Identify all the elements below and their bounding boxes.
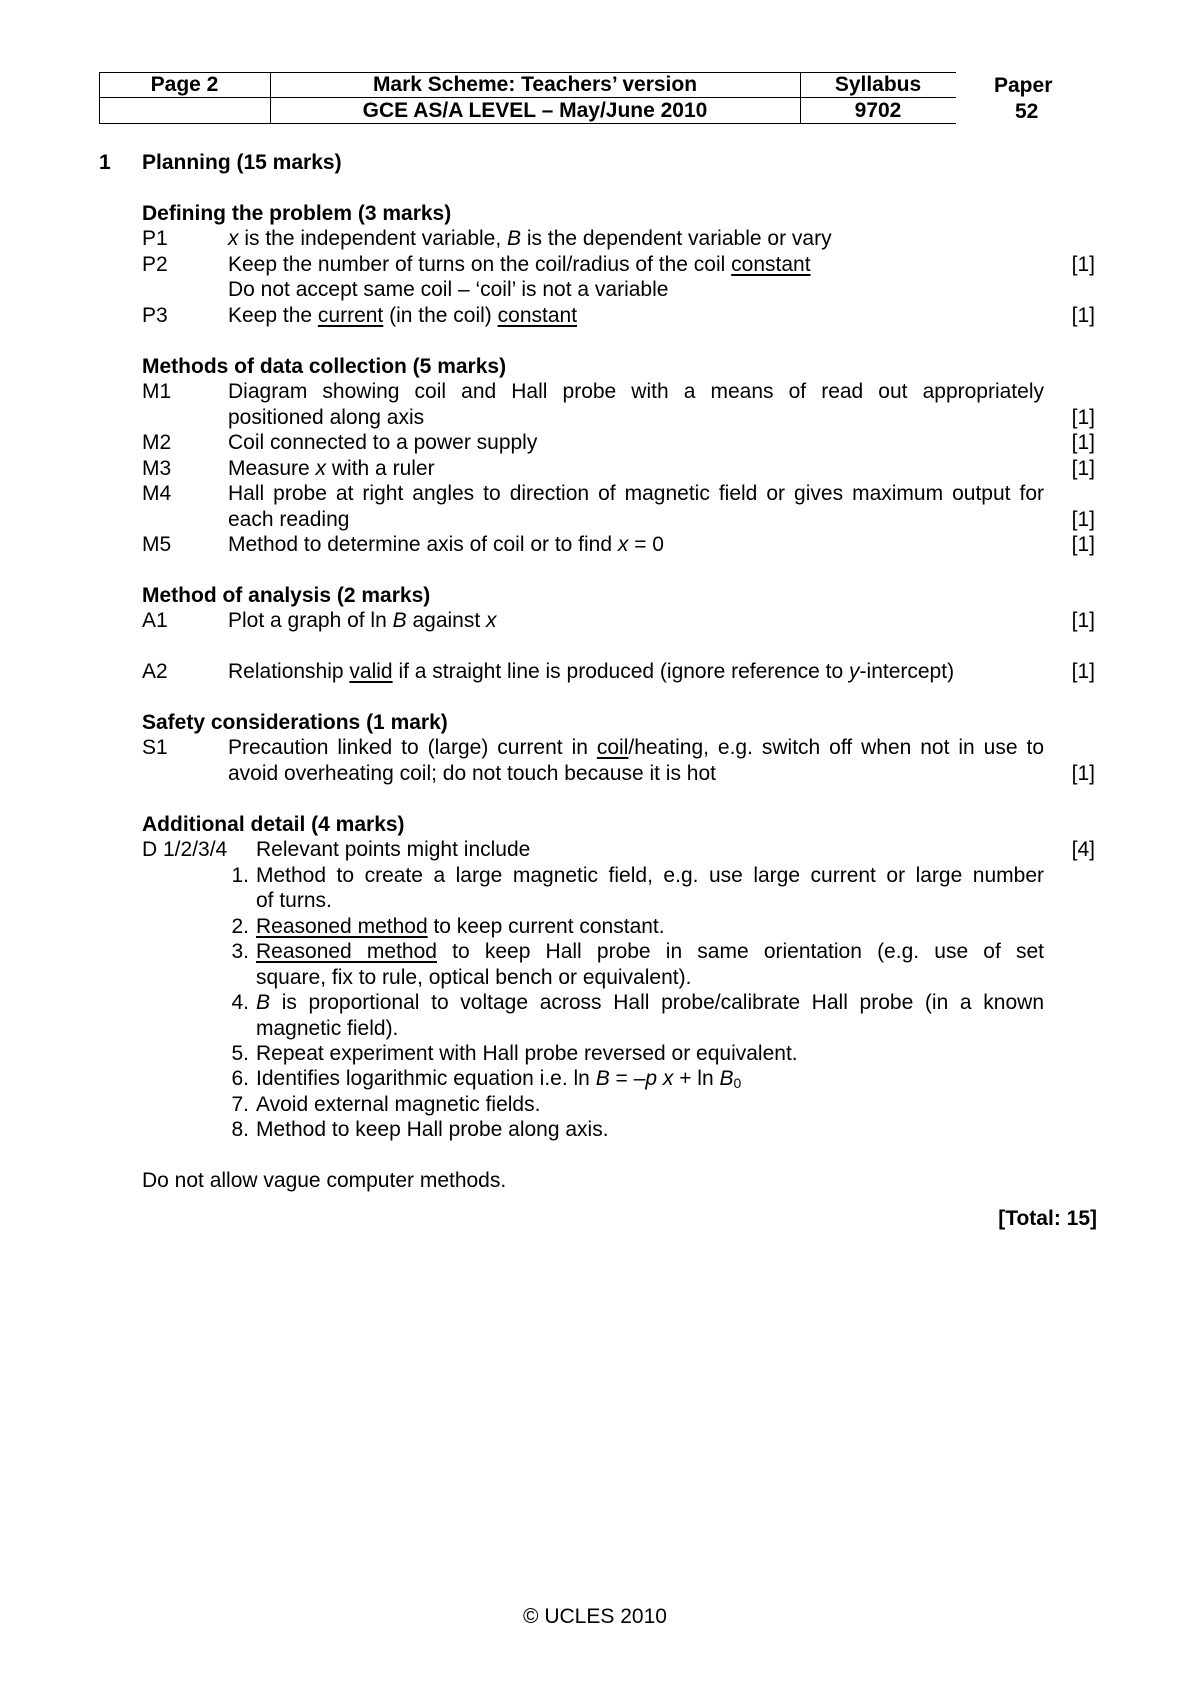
- m1-line1: Diagram showing coil and Hall probe with a means of read out appropriately: [228, 380, 1044, 403]
- d-code: D 1/2/3/4: [142, 838, 228, 861]
- p3-mark: [1]: [1071, 304, 1095, 327]
- footer-note: Do not allow vague computer methods.: [142, 1169, 507, 1192]
- d-item-3-line1: Reasoned method to keep Hall probe in same orientation (e.g. use of set: [256, 940, 1044, 963]
- d-mark: [4]: [1071, 838, 1095, 861]
- p3-code: P3: [142, 304, 168, 327]
- p2-text: Keep the number of turns on the coil/radius of the coil constant: [228, 253, 811, 276]
- p2-code: P2: [142, 253, 168, 276]
- a2-mark: [1]: [1071, 660, 1095, 683]
- m4-line2: each reading: [228, 508, 350, 531]
- methods-heading: Methods of data collection (5 marks): [142, 355, 507, 378]
- m2-code: M2: [142, 431, 172, 454]
- d-item-1-line1: Method to create a large magnetic field, e.g. use large current or large number: [256, 864, 1044, 887]
- s1-mark: [1]: [1071, 762, 1095, 785]
- p3-text: Keep the current (in the coil) constant: [228, 304, 578, 327]
- d-item-8-number: 8.: [231, 1118, 249, 1141]
- d-item-1-line2: of turns.: [256, 889, 332, 912]
- a1-text: Plot a graph of ln B against x: [228, 609, 497, 632]
- total-mark: [Total: 15]: [998, 1207, 1097, 1230]
- m3-text: Measure x with a ruler: [228, 457, 435, 480]
- header-subtitle: GCE AS/A LEVEL – May/June 2010: [362, 99, 708, 122]
- d-item-4-number: 4.: [231, 991, 249, 1014]
- a1-mark: [1]: [1071, 609, 1095, 632]
- s1-line2: avoid overheating coil; do not touch because it is hot: [228, 762, 716, 785]
- m3-code: M3: [142, 457, 172, 480]
- d-item-7-number: 7.: [231, 1093, 249, 1116]
- m4-line1: Hall probe at right angles to direction of magnetic field or gives maximum output for: [228, 482, 1044, 505]
- m2-mark: [1]: [1071, 431, 1095, 454]
- d-item-8-text: Method to keep Hall probe along axis.: [256, 1118, 609, 1141]
- a1-code: A1: [142, 609, 168, 632]
- d-item-7-text: Avoid external magnetic fields.: [256, 1093, 541, 1116]
- m1-code: M1: [142, 380, 172, 403]
- m5-text: Method to determine axis of coil or to find x = 0: [228, 533, 664, 556]
- d-item-3-number: 3.: [231, 940, 249, 963]
- m2-text: Coil connected to a power supply: [228, 431, 538, 454]
- p2-mark: [1]: [1071, 253, 1095, 276]
- copyright: © UCLES 2010: [523, 1605, 667, 1628]
- d-item-6-number: 6.: [231, 1067, 249, 1090]
- m5-mark: [1]: [1071, 533, 1095, 556]
- header-paper-label: Paper: [994, 74, 1053, 97]
- question-title: Planning (15 marks): [142, 151, 342, 174]
- d-item-3-line2: square, fix to rule, optical bench or equivalent).: [256, 966, 692, 989]
- header-paper-value: 52: [1015, 100, 1039, 123]
- p2-note: Do not accept same coil – ‘coil’ is not a variable: [228, 278, 669, 301]
- question-number: 1: [99, 151, 111, 174]
- p1-code: P1: [142, 227, 168, 250]
- defining-heading: Defining the problem (3 marks): [142, 202, 452, 225]
- p1-text: x is the independent variable, B is the dependent variable or vary: [228, 227, 832, 250]
- d-item-2-number: 2.: [231, 915, 249, 938]
- d-item-4-line1: B is proportional to voltage across Hall probe/calibrate Hall probe (in a known: [256, 991, 1044, 1014]
- d-item-1-number: 1.: [231, 864, 249, 887]
- table-bottom-border: [99, 123, 956, 124]
- a2-code: A2: [142, 660, 168, 683]
- m1-mark: [1]: [1071, 406, 1095, 429]
- a2-text: Relationship valid if a straight line is produced (ignore reference to y-intercept): [228, 660, 955, 683]
- d-item-6-text: Identifies logarithmic equation i.e. ln B = –p $x + \ln B_0$: [256, 1067, 742, 1091]
- header-syllabus-label: Syllabus: [834, 73, 922, 96]
- m5-code: M5: [142, 533, 172, 556]
- safety-heading: Safety considerations (1 mark): [142, 711, 448, 734]
- m1-line2: positioned along axis: [228, 406, 425, 429]
- d-intro: Relevant points might include: [256, 838, 531, 861]
- analysis-heading: Method of analysis (2 marks): [142, 584, 431, 607]
- header-title: Mark Scheme: Teachers’ version: [372, 73, 698, 96]
- d-item-5-text: Repeat experiment with Hall probe reversed or equivalent.: [256, 1042, 798, 1065]
- s1-line1: Precaution linked to (large) current in coil/heating, e.g. switch off when not in use to: [228, 736, 1045, 759]
- header-syllabus-value: 9702: [854, 99, 902, 122]
- header-table: [99, 72, 956, 124]
- header-page: Page 2: [150, 73, 219, 96]
- m4-code: M4: [142, 482, 172, 505]
- additional-heading: Additional detail (4 marks): [142, 813, 405, 836]
- d-item-2-text: Reasoned method to keep current constant.: [256, 915, 665, 938]
- s1-code: S1: [142, 736, 168, 759]
- m4-mark: [1]: [1071, 508, 1095, 531]
- d-item-4-line2: magnetic field).: [256, 1017, 399, 1040]
- d-item-5-number: 5.: [231, 1042, 249, 1065]
- m3-mark: [1]: [1071, 457, 1095, 480]
